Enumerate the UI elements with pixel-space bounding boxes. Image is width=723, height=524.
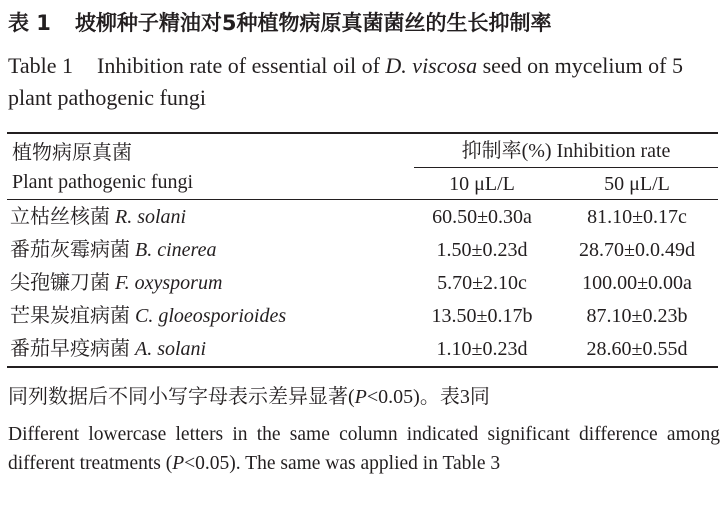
header-inhibition-rate: 抑制率(%) Inhibition rate [461, 140, 671, 162]
table-cell-50: 100.00±0.00a [582, 272, 692, 294]
note-cn-p: P [354, 386, 367, 408]
table-top-rule [7, 132, 718, 134]
fungus-name-cn: 尖孢镰刀菌 [10, 272, 110, 294]
note-en-text-2: <0.05). The same was applied in Table 3 [184, 453, 501, 474]
table-cell-50: 28.60±0.55d [586, 338, 688, 360]
table-cell-10: 13.50±0.17b [431, 305, 533, 327]
table-cell-10: 1.10±0.23d [436, 338, 528, 360]
table-row-name [10, 269, 222, 297]
note-cn-text-1: 同列数据后不同小写字母表示差异显著( [8, 386, 355, 408]
table-row-name [10, 302, 286, 330]
table-title-cn: 坡柳种子精油对5种植物病原真菌菌丝的生长抑制率 [74, 11, 552, 35]
table-bottom-rule [7, 366, 718, 368]
table-note-cn [8, 382, 490, 412]
fungus-name-latin: R. solani [115, 206, 187, 228]
caption-en-text-2: seed on mycelium of 5 plant pathogenic fungi [8, 53, 683, 110]
table-row-name [10, 335, 206, 363]
table-cell-10: 1.50±0.23d [436, 239, 528, 261]
header-fungi-en: Plant pathogenic fungi [12, 171, 194, 193]
table-number-en: Table 1 [8, 53, 74, 78]
header-fungi-cn: 植物病原真菌 [12, 142, 132, 164]
fungus-name-latin: F. oxysporum [115, 272, 223, 294]
table-cell-50: 81.10±0.17c [587, 206, 687, 228]
fungus-name-latin: A. solani [135, 338, 207, 360]
fungus-name-latin: B. cinerea [135, 239, 217, 261]
table-cell-10: 60.50±0.30a [432, 206, 532, 228]
table-cell-50: 28.70±0.0.49d [579, 239, 695, 261]
table-caption-en [8, 50, 720, 114]
caption-en-species: D. viscosa [385, 53, 478, 78]
fungus-name-latin: C. gloeosporioides [135, 305, 287, 327]
caption-en-text-1: Inhibition rate of essential oil of [97, 53, 380, 78]
table-header-rule [7, 199, 718, 200]
fungus-name-cn: 番茄早疫病菌 [10, 338, 130, 360]
note-en-text-1: Different lowercase letters in the same column indicated significant difference among different treatments ( [8, 424, 720, 474]
table-number-cn: 表 1 [8, 11, 51, 35]
table-note-en [8, 420, 720, 478]
note-en-p: P [172, 453, 185, 474]
fungus-name-cn: 立枯丝核菌 [10, 206, 110, 228]
header-column-10: 10 μL/L [449, 173, 515, 195]
note-cn-text-2: <0.05)。表3同 [366, 386, 490, 408]
fungus-name-cn: 番茄灰霉病菌 [10, 239, 130, 261]
table-row-name [10, 236, 216, 264]
table-caption-cn [8, 8, 718, 38]
fungus-name-cn: 芒果炭疽病菌 [10, 305, 130, 327]
table-cell-10: 5.70±2.10c [437, 272, 527, 294]
table-row-name [10, 203, 186, 231]
table-subheader-rule [414, 167, 718, 168]
table-cell-50: 87.10±0.23b [586, 305, 688, 327]
header-column-50: 50 μL/L [604, 173, 670, 195]
